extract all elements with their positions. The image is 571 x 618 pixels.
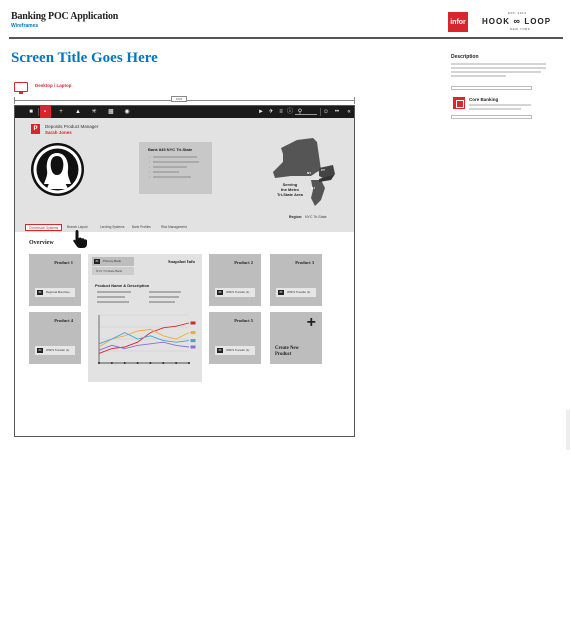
infinity-icon: ∞ [510, 16, 525, 26]
user-name: Sarah Jones [45, 130, 72, 135]
map-label-line: Tri-State Area [277, 192, 303, 197]
megaphone-icon[interactable]: ► [258, 109, 264, 115]
product-description-heading: Product Name & Description [95, 283, 150, 288]
nav-separator [320, 108, 321, 116]
card-stat [35, 288, 75, 297]
card-title: Product 2 [234, 260, 253, 265]
user-role: Deposits Product Manager [45, 124, 99, 129]
screen-title: Screen Title Goes Here [11, 50, 158, 66]
collapse-icon[interactable]: « [347, 109, 351, 115]
bullet: • [149, 165, 151, 169]
chart-x-tick [175, 362, 177, 364]
overview-heading: Overview [29, 240, 54, 246]
text-line [149, 291, 181, 293]
chart-icon[interactable]: ▪ [43, 109, 47, 115]
ny-state-shape [273, 138, 321, 178]
tri-state-map [261, 132, 341, 212]
region-value: NYC Tri-State [305, 215, 327, 219]
core-field [451, 115, 532, 119]
hook-tagline: EST. 2013 [508, 11, 527, 15]
infor-logo: infor [448, 12, 468, 32]
home-icon[interactable]: ■ [29, 109, 33, 115]
plus-icon[interactable]: + [59, 109, 63, 115]
product-card-3[interactable] [270, 254, 322, 306]
product-card-5[interactable] [209, 312, 261, 364]
map-label-line: the Metro [280, 187, 299, 192]
fire-icon[interactable]: ▲ [75, 109, 81, 115]
nj-state-shape [311, 180, 325, 206]
description-text-line [451, 67, 546, 69]
app-subtitle: Wireframes [11, 23, 39, 29]
plus-icon: + [306, 314, 316, 331]
text-line [153, 171, 179, 173]
loop-word: LOOP [524, 17, 552, 26]
ruler-tick-left [14, 97, 15, 104]
chart-x-tick [98, 362, 100, 364]
bullet: • [149, 155, 151, 159]
card-stat [215, 346, 255, 355]
card-stat-badge: 84 [218, 291, 222, 294]
user-icon[interactable]: ☺ [322, 109, 330, 115]
map-label-line: Serving [282, 182, 298, 187]
create-new-product-card[interactable] [270, 312, 322, 364]
text-line [153, 156, 197, 158]
map-serving-label [277, 182, 303, 197]
map-tag-ct: CT [321, 168, 325, 172]
text-line [153, 166, 187, 168]
card-stat [276, 288, 316, 297]
core-text-line [469, 104, 531, 106]
card-stat-badge: 84 [218, 349, 222, 352]
create-product-label [275, 346, 299, 357]
core-banking-icon [453, 97, 465, 109]
briefcase-icon[interactable]: ▩ [108, 109, 114, 115]
hook-word: HOOK [482, 17, 510, 26]
hook-and-loop-logo [482, 16, 551, 26]
text-line [149, 301, 175, 303]
top-nav-bar [15, 106, 354, 118]
card-stat-text: WSFS Transfer (1) [226, 348, 250, 352]
bullet: • [149, 160, 151, 164]
core-text-line [469, 108, 521, 110]
product-line-chart [93, 311, 197, 373]
text-line [153, 161, 199, 163]
chart-series-end-label-2 [191, 331, 196, 334]
tab-risk-management[interactable]: Risk Management [161, 225, 187, 229]
chart-x-tick [124, 362, 126, 364]
chart-x-tick [149, 362, 151, 364]
product-card-1[interactable] [29, 254, 81, 306]
text-line [149, 296, 179, 298]
text-line [97, 296, 125, 298]
card-title: Product 1 [54, 260, 73, 265]
card-stat-text: WSFS Transfer (1) [46, 348, 70, 352]
menu-icon[interactable]: ≡ [279, 109, 283, 115]
chart-x-tick [111, 362, 113, 364]
description-field [451, 86, 532, 90]
hand-cursor-icon [72, 229, 88, 249]
text-line [153, 176, 191, 178]
profile-badge: P [31, 124, 40, 134]
product-card-2[interactable] [209, 254, 261, 306]
ruler-label: 1024 [171, 96, 187, 102]
tab-branch-layout[interactable]: Branch Layout [67, 225, 88, 229]
snapshot-pill-text: Primary Bank [103, 259, 122, 263]
tab-conversion-systems[interactable]: Conversion Systems [25, 224, 62, 231]
chart-series-line-4 [99, 342, 189, 350]
text-line [97, 301, 129, 303]
app-title: Banking POC Application [11, 11, 119, 22]
dots-icon[interactable]: •• [334, 109, 340, 115]
search-icon[interactable]: ⚲ [297, 109, 303, 115]
map-tag-nj: NJ [311, 186, 315, 190]
chart-series-line-3 [99, 333, 189, 344]
description-text-line [451, 63, 546, 65]
network-icon[interactable]: ✳ [91, 109, 97, 115]
card-stat [35, 346, 75, 355]
info-icon[interactable]: ⓘ [286, 109, 293, 115]
hook-city: NEW YORK [510, 27, 531, 31]
tab-bank-profiles[interactable]: Bank Profiles [132, 225, 151, 229]
card-stat-text: Regional Branches [46, 290, 70, 294]
device-label: Desktop / Laptop [35, 83, 72, 88]
monitor-icon [14, 82, 28, 92]
card-title: Product 3 [295, 260, 314, 265]
chart-series-end-label-4 [191, 346, 196, 349]
page-edge-marker [566, 410, 570, 450]
bullet: • [149, 170, 151, 174]
bank-box-title: Bank 845 NYC Tri-State [148, 147, 193, 152]
chart-x-tick [137, 362, 139, 364]
description-title: Description [451, 54, 479, 60]
description-text-line [451, 75, 506, 77]
tab-lending-systems[interactable]: Lending Systems [100, 225, 125, 229]
chat-icon[interactable]: ◉ [124, 109, 130, 115]
header-divider [9, 37, 563, 39]
card-stat-badge: 84 [38, 349, 42, 352]
card-stat-text: WSFS Transfer (1) [287, 290, 311, 294]
map-tag-ny: NY [307, 171, 312, 175]
create-label-line: Product [275, 351, 292, 357]
card-stat-badge: 84 [279, 291, 283, 294]
region-label: Region: [289, 215, 303, 219]
card-title: Product 5 [234, 318, 253, 323]
card-stat-text: WSFS Transfer (1) [226, 290, 250, 294]
chart-series-end-label-3 [191, 339, 196, 342]
chart-x-tick [188, 362, 190, 364]
snapshot-title: Snapshot Info [168, 259, 195, 264]
core-banking-title: Core Banking [469, 97, 499, 102]
app-mockup-frame [14, 105, 355, 437]
card-stat [215, 288, 255, 297]
chart-series-end-label-1 [191, 322, 196, 325]
create-label-line: Create New [275, 346, 300, 352]
card-title: Product 4 [54, 318, 73, 323]
ruler-tick-right [354, 97, 355, 104]
product-card-4[interactable] [29, 312, 81, 364]
plane-icon[interactable]: ✈ [268, 109, 274, 115]
text-line [97, 291, 131, 293]
snapshot-pill-badge: 84 [95, 260, 99, 263]
description-text-line [451, 71, 541, 73]
avatar [31, 143, 84, 196]
nav-separator [38, 108, 39, 116]
bullet: • [149, 175, 151, 179]
card-stat-badge: 84 [38, 291, 42, 294]
chart-x-tick [162, 362, 164, 364]
snapshot-subtitle: NYC Tri-State Bank [92, 267, 134, 275]
